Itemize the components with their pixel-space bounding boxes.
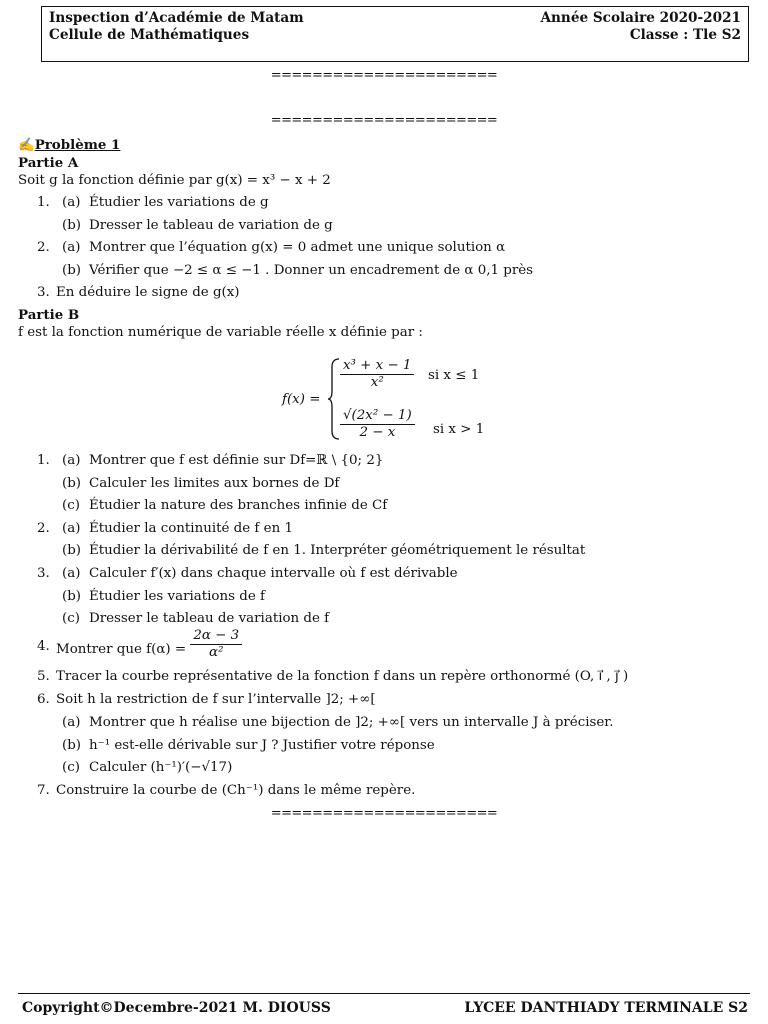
pencil-icon: ✍ (18, 137, 35, 153)
header-class: Classe : Tle S2 (629, 27, 741, 43)
header-right (541, 10, 742, 44)
header-department: Cellule de Mathématiques (49, 27, 250, 43)
item-5-text: Tracer la courbe représentative de la fonction f dans un repère orthonormé (O, i⃗ , j⃗ ) (56, 669, 629, 684)
case1-numerator: x³ + x − 1 (340, 358, 414, 375)
list-item-text: Étudier la nature des branches infinie de Cf (89, 498, 388, 514)
case1-condition: si x ≤ 1 (428, 368, 480, 383)
list-item-text: Étudier les variations de f (89, 588, 265, 604)
sub-item-label: (a) (62, 520, 81, 536)
item-4-prefix: Montrer que f(α) = (56, 642, 187, 657)
sub-item-label: (c) (62, 611, 80, 627)
part-b-title: Partie B (18, 307, 80, 323)
sub-item-label: (b) (62, 543, 82, 559)
separator-bottom: ====================== (270, 806, 498, 821)
item-6-text: Soit h la restriction de f sur l’intervalle ]2; +∞[ (56, 692, 376, 707)
problem-title: Problème 1 (34, 137, 121, 153)
item-number: 1. (37, 453, 50, 468)
header-box (41, 6, 749, 62)
case2-fraction (340, 408, 415, 441)
list-item-text: Étudier la continuité de f en 1 (89, 520, 293, 536)
list-item-text: Calculer (h⁻¹)′(−√17) (89, 760, 233, 775)
list-item-text: Étudier la dérivabilité de f en 1. Interpréter géométriquement le résultat (89, 543, 586, 559)
footer-rule (18, 993, 750, 994)
definition-lhs: f(x) = (282, 392, 321, 407)
item-number: 3. (37, 566, 50, 581)
header-left (49, 10, 304, 44)
list-item-text: En déduire le signe de g(x) (56, 285, 240, 300)
separator-top-1: ====================== (270, 68, 498, 83)
item-number: 2. (37, 520, 50, 536)
sub-item-label: (b) (62, 262, 82, 278)
footer-school: LYCEE DANTHIADY TERMINALE S2 (464, 1000, 748, 1016)
list-item-text: Dresser le tableau de variation de f (89, 611, 330, 627)
list-item-text: Vérifier que −2 ≤ α ≤ −1 . Donner un encadrement de α 0,1 près (89, 262, 534, 278)
item-number: 1. (37, 195, 50, 210)
sub-item-label: (b) (62, 217, 82, 233)
header-institution: Inspection d’Académie de Matam (49, 10, 304, 26)
sub-item-label: (b) (62, 588, 82, 604)
item-5-number: 5. (37, 669, 50, 684)
list-item-text: Montrer que l’équation g(x) = 0 admet une unique solution α (89, 240, 506, 255)
case2-denominator: 2 − x (359, 425, 396, 440)
footer-copyright: Copyright©Decembre-2021 M. DIOUSS (22, 1000, 331, 1016)
item-6-number: 6. (37, 692, 50, 707)
case2-condition: si x > 1 (433, 422, 485, 437)
item-number: 2. (37, 240, 50, 255)
part-a-intro: Soit g la fonction définie par g(x) = x³ − x + 2 (18, 173, 331, 188)
part-a-title: Partie A (18, 155, 79, 171)
case1-fraction (340, 358, 414, 391)
list-item-text: Étudier les variations de g (89, 195, 269, 210)
sub-item-label: (a) (62, 566, 81, 581)
list-item-text: Dresser le tableau de variation de g (89, 217, 333, 233)
list-item-text: h⁻¹ est-elle dérivable sur J ? Justifier votre réponse (89, 737, 435, 753)
list-item-text: Calculer les limites aux bornes de Df (89, 475, 340, 491)
list-item-text: Calculer f′(x) dans chaque intervalle où f est dérivable (89, 566, 458, 581)
sub-item-label: (b) (62, 737, 82, 753)
item-4-numerator: 2α − 3 (190, 628, 242, 645)
sub-item-label: (c) (62, 498, 80, 514)
item-7-text: Construire la courbe de (Ch⁻¹) dans le même repère. (56, 783, 416, 798)
part-b-intro: f est la fonction numérique de variable réelle x définie par : (18, 325, 423, 340)
sub-item-label: (a) (62, 195, 81, 210)
sub-item-label: (b) (62, 475, 82, 491)
case2-numerator: √(2x² − 1) (340, 408, 415, 425)
header-school-year: Année Scolaire 2020-2021 (540, 10, 741, 26)
item-4-denominator: α² (209, 645, 224, 660)
list-item-text: Montrer que h réalise une bijection de ]2; +∞[ vers un intervalle J à préciser. (89, 715, 614, 730)
list-item-text: Montrer que f est définie sur Df=ℝ \ {0; 2} (89, 453, 384, 468)
case1-denominator: x² (370, 375, 384, 390)
sub-item-label: (a) (62, 240, 81, 255)
item-number: 3. (37, 285, 50, 300)
sub-item-label: (a) (62, 715, 81, 730)
item-4-number: 4. (37, 639, 50, 654)
sub-item-label: (c) (62, 760, 80, 775)
sub-item-label: (a) (62, 453, 81, 468)
left-brace (327, 357, 341, 441)
problem-title-line (18, 136, 120, 154)
item-7-number: 7. (37, 783, 50, 798)
separator-top-2: ====================== (270, 113, 498, 128)
